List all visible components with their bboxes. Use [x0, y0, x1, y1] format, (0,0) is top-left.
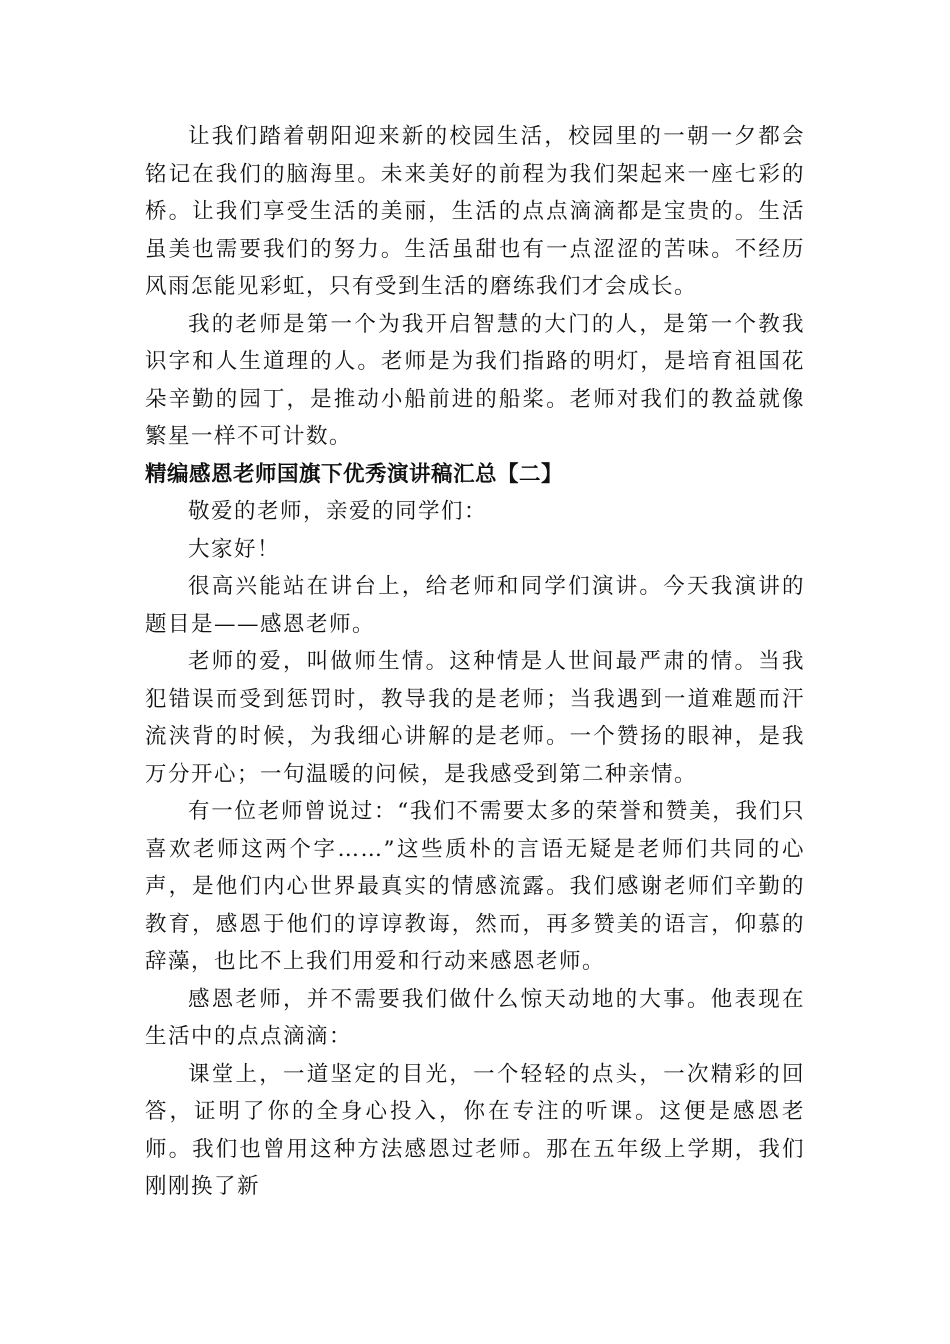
document-page: [145, 118, 805, 1206]
body-paragraph: 课堂上，一道坚定的目光，一个轻轻的点头，一次精彩的回答，证明了你的全身心投入，你在专注的听课。这便是感恩老师。我们也曾用这种方法感恩过老师。那在五年级上学期，我们刚刚换了新: [145, 1061, 805, 1199]
body-paragraph: 有一位老师曾说过：“我们不需要太多的荣誉和赞美，我们只喜欢老师这两个字……”这些质朴的言语无疑是老师们共同的心声，是他们内心世界最真实的情感流露。我们感谢老师们辛勤的教育，感恩于他们的谆谆教诲，然而，再多赞美的语言，仰慕的辞藻，也比不上我们用爱和行动来感恩老师。: [145, 799, 805, 974]
body-paragraph: 老师的爱，叫做师生情。这种情是人世间最严肃的情。当我犯错误而受到惩罚时，教导我的是老师；当我遇到一道难题而汗流浃背的时候，为我细心讲解的是老师。一个赞扬的眼神，是我万分开心；一句温暖的问候，是我感受到第二种亲情。: [145, 649, 805, 787]
section-heading: 精编感恩老师国旗下优秀演讲稿汇总【二】: [145, 461, 564, 487]
salutation-paragraph: 敬爱的老师，亲爱的同学们：: [188, 499, 488, 524]
body-paragraph: 感恩老师，并不需要我们做什么惊天动地的大事。他表现在生活中的点点滴滴：: [145, 986, 805, 1049]
body-paragraph: 我的老师是第一个为我开启智慧的大门的人，是第一个教我识字和人生道理的人。老师是为我们指路的明灯，是培育祖国花朵辛勤的园丁，是推动小船前进的船桨。老师对我们的教益就像繁星一样不可计数。: [145, 311, 805, 449]
greeting-paragraph: 大家好！: [188, 536, 281, 562]
body-paragraph: 让我们踏着朝阳迎来新的校园生活，校园里的一朝一夕都会铭记在我们的脑海里。未来美好的前程为我们架起来一座七彩的桥。让我们享受生活的美丽，生活的点点滴滴都是宝贵的。生活虽美也需要我们的努力。生活虽甜也有一点涩涩的苦味。不经历风雨怎能见彩虹，只有受到生活的磨练我们才会成长。: [145, 124, 805, 299]
body-paragraph: 很高兴能站在讲台上，给老师和同学们演讲。今天我演讲的题目是——感恩老师。: [145, 574, 805, 637]
